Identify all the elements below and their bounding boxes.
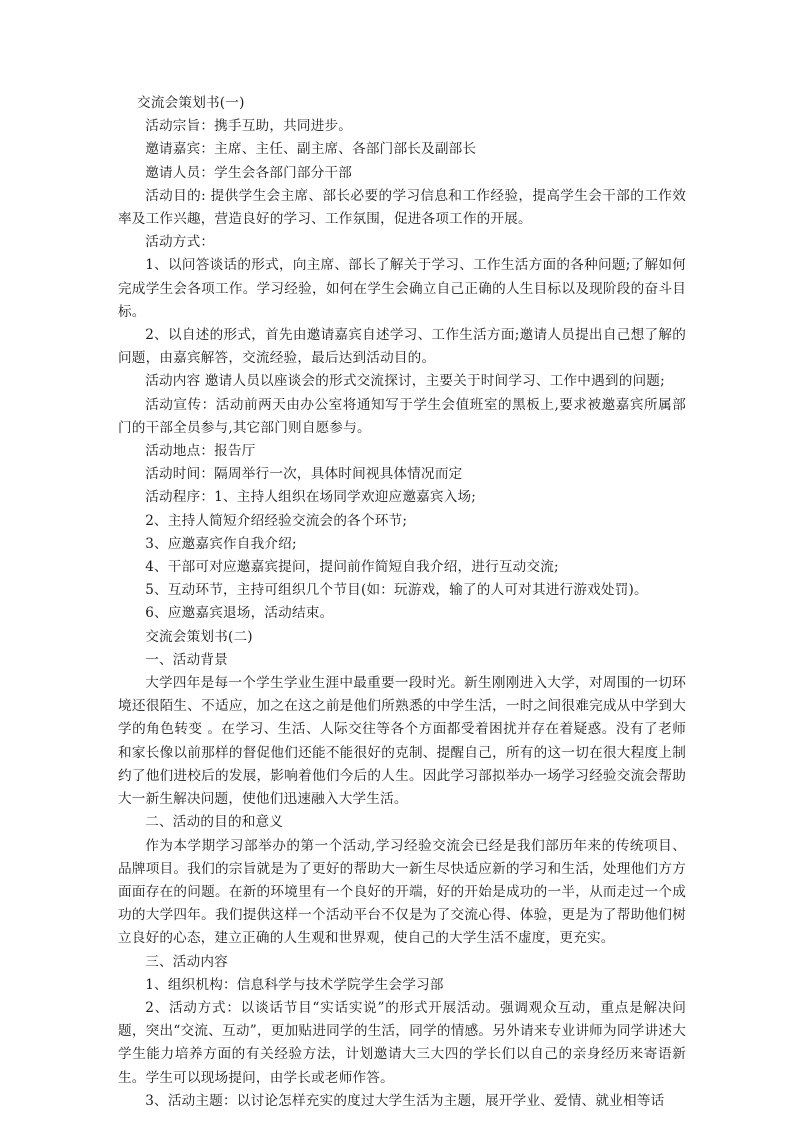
paragraph: 邀请人员：学生会各部门部分干部 xyxy=(145,164,353,181)
paragraph: 活动地点：报告厅 xyxy=(145,443,256,460)
paragraph: 3、活动主题：以讨论怎样充实的度过大学生活为主题，展开学业、爱情、就业相等话 xyxy=(145,1092,665,1109)
paragraph: 作为本学期学习部举办的第一个活动,学习经验交流会已经是我们部历年来的传统项目、品牌项目。我们的宗旨就是为了更好的帮助大一新生尽快适应新的学习和生活，处理他们方方面面存在的问题。在新的环境里有一个良好的开端，好的开始是成功的一半，从而走过一个成功的大学四年。我们提供这样一个活动平台不仅是为了交流心得、体验，更是为了帮助他们树立良好的心态，建立正确的人生观和世界观，使自己的大学生活不虚度，更充实。 xyxy=(118,837,686,947)
paragraph: 1、以问答谈话的形式，向主席、部长了解关于学习、工作生活方面的各种问题;了解如何完成学生会各项工作。学习经验，如何在学生会确立自己正确的人生目标以及现阶段的奋斗目标。 xyxy=(118,257,686,320)
paragraph: 大学四年是每一个学生学业生涯中最重要一段时光。新生刚刚进入大学，对周围的一切环境还很陌生、不适应，加之在这之前是他们所熟悉的中学生活，一时之间很难完成从中学到大学的角色转变 。在学习、生活、人际交往等各个方面都受着困扰并存在着疑惑。没有了老师和家长像以前那样的督促他们还能不能很好的克制、提醒自己，所有的这一切在很大程度上制约了他们进校后的发展，影响着他们今后的人生。因此学习部拟举办一场学习经验交流会帮助大一新生解决问题，使他们迅速融入大学生活。 xyxy=(118,675,686,808)
paragraph: 活动时间：隔周举行一次，具体时间视具体情况而定 xyxy=(145,466,463,483)
paragraph: 1、组织机构：信息科学与技术学院学生会学习部 xyxy=(145,976,444,993)
paragraph: 2、活动方式：以谈话节目“实话实说”的形式开展活动。强调观众互动，重点是解决问题，突出“交流、互动”，更加贴进同学的生活，同学的情感。另外请来专业讲师为同学讲述大学生能力培养方面的有关经验方法，计划邀请大三大四的学长们以自己的亲身经历来寄语新生。学生可以现场提问，由学长或老师作答。 xyxy=(118,999,686,1086)
paragraph: 活动目的: 提供学生会主席、部长必要的学习信息和工作经验，提高学生会干部的工作效率及工作兴趣，营造良好的学习、工作氛围，促进各项工作的开展。 xyxy=(118,187,686,228)
paragraph: 交流会策划书(一) xyxy=(137,95,245,111)
paragraph: 3、应邀嘉宾作自我介绍; xyxy=(145,535,297,552)
paragraph: 6、应邀嘉宾退场，活动结束。 xyxy=(145,605,334,622)
paragraph: 活动宗旨：携手互助，共同进步。 xyxy=(145,118,353,135)
paragraph: 活动内容 邀请人员以座谈会的形式交流探讨，主要关于时间学习、工作中遇到的问题; xyxy=(145,373,665,390)
paragraph: 4、干部可对应邀嘉宾提问，提问前作简短自我介绍，进行互动交流; xyxy=(145,559,559,576)
paragraph: 一、活动背景 xyxy=(145,651,228,668)
paragraph: 活动宣传：活动前两天由办公室将通知写于学生会值班室的黑板上,要求被邀嘉宾所属部门的干部全员参与,其它部门则自愿参与。 xyxy=(118,396,686,436)
paragraph: 邀请嘉宾：主席、主任、副主席、各部门部长及副部长 xyxy=(145,141,477,158)
paragraph: 二、活动的目的和意义 xyxy=(145,814,284,831)
paragraph: 5、互动环节，主持可组织几个节目(如：玩游戏，输了的人可对其进行游戏处罚)。 xyxy=(145,582,648,599)
document-body xyxy=(118,92,686,1113)
paragraph: 交流会策划书(二) xyxy=(145,628,253,645)
paragraph: 活动方式： xyxy=(145,234,215,251)
paragraph: 活动程序：1、主持人组织在场同学欢迎应邀嘉宾入场; xyxy=(145,489,477,506)
paragraph: 2、以自述的形式，首先由邀请嘉宾自述学习、工作生活方面;邀请人员提出自己想了解的问题，由嘉宾解答，交流经验，最后达到活动目的。 xyxy=(118,327,686,367)
paragraph: 2、主持人简短介绍经验交流会的各个环节; xyxy=(145,512,408,529)
paragraph: 三、活动内容 xyxy=(145,953,228,970)
